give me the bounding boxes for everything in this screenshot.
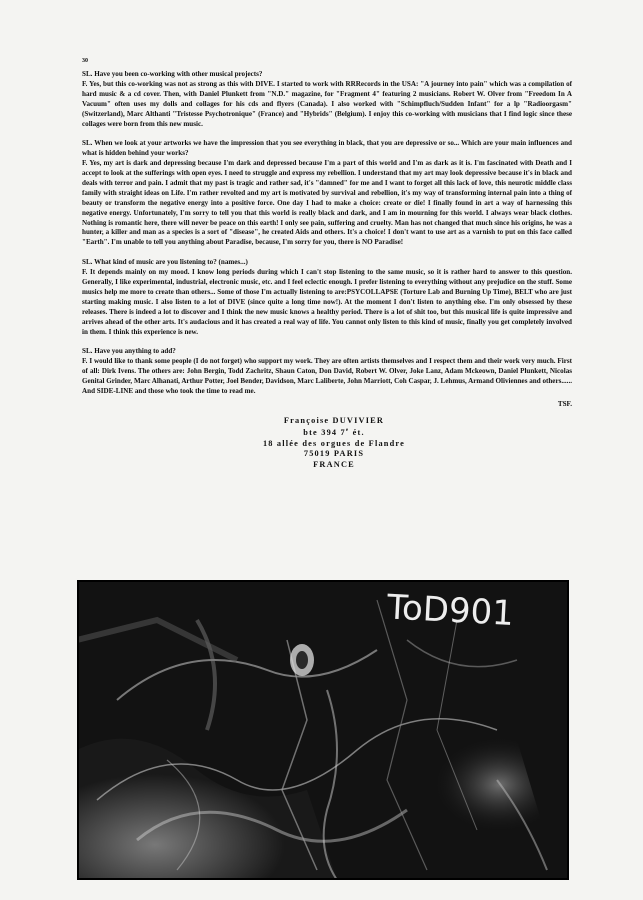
address-line-1-sup: e — [345, 428, 350, 434]
answer: F. It depends mainly on my mood. I know long periods during which I can't stop listening to the same music, so it is rather hard to answer to this question. Generally, I like experimental, industrial, electronic music, etc. and I feel eclectic enough. I prefer listening to everything without any prejudice on the stuff. Some musics help me more to create than others... Some of those I'm actually listening to are:PSYCOLLAPSE (Torture Lab and Burning Up Time), BELT who are just starting making music. I also listen to a lot of DIVE (since quite a long time now!). At the moment I don't listen to anything else. I'm only obsessed by these releases. There is indeed a lot to discover and I think the new music knows a healthy period. There is a lot of shit too, but this musical life is quite impressive and arrives ahead of the other arts. It's audacious and it has created a real way of life. You cannot only listen to this kind of music, finally you get completely involved in them. I think this experience is new. — [82, 268, 572, 336]
qa-block — [82, 70, 572, 129]
address-line-1-text: bte 394 7 — [303, 428, 346, 438]
answer: F. Yes, but this co-working was not as strong as this with DIVE. I started to work with RRRecords in the USA: "A journey into pain" which was a compilation of hard music & a cd cover. Then, with Daniel Plunkett from "N.D." magazine, for "Fragment 4" featuring 2 musicians. Robert W. Olver from "Freedom In A Vacuum" often uses my dolls and collages for his cds and flyers (Canada). I also worked with "Schimpfluch/Sudden Infant" for a lp "Radioorgasm" (Switzerland), Marc Althanti "Tristesse Psychotronique" (France) and "Hybrids" (Belgium). I enjoy this co-working with musicians that I find logic since these collages were born from this new music. — [82, 79, 572, 128]
address-line-1-suffix: ét. — [352, 428, 365, 438]
address-line-3: 75019 PARIS — [303, 449, 365, 459]
answer: F. Yes, my art is dark and depressing because I'm dark and depressed because I'm a part of this world and I'm as dark as it is. I'm fascinated with Death and I accept to look at the sufferings with open eyes. I need to struggle and express my rebellion. I understand that my art may look depressive because it's in black and deals with terror and pain. I admit that my past is tragic and rather sad, it's "damned" for me and I want to forget all this lack of love, this neurotic middle class family with straight ideas on Life. I'm rather revolted and my art is motivated by survival and rebellion, it's my way of transforming internal pain into a thing of beauty or transform the negative energy into a positive force. One day I had to make a choice: create or die! I finally found in art a way of harnessing this negative energy. Unfortunately, I'm sorry to tell you that this world is really black and dark, and I am in mourning for this world. I always wear black clothes. Nothing is romantic here, there will never be peace on this earth! I only see pain, suffering and cruelty. Man has not changed that much since his origins, he was a hunter, a killer and man as a species is a sort of "disease", he created Aids and others. It's a choice! I don't want to use art as a varnish to put on this face called "Earth". I'm unable to tell you anything about Paradise, because, I'm sorry for you, there is NO Paradise! — [82, 159, 572, 247]
artwork-scrawl: ToD901 — [385, 587, 515, 634]
signature: TSF. — [557, 399, 572, 408]
address-line-1 — [96, 426, 572, 438]
artwork-drawing — [77, 580, 569, 880]
address-line-4: FRANCE — [313, 459, 355, 469]
answer: F. I would like to thank some people (I do not forget) who support my work. They are often artists themselves and I respect them and their work very much. First of all: Dirk Ivens. The others are: John Bergin, Todd Zachritz, Shaun Caton, Don David, Robert W. Olver, Joke Lanz, Adam Mckeown, Daniel Plunkett, Nicolas Genital Grinder, Marc Alhanati, Arthur Potter, Joel Bender, Davidson, Marc Laliberte, John Marriott, Coh Caspar, J. Lehmus, Armand Oliviennes and others...... And SIDE-LINE and those who took the time to read me. — [82, 357, 572, 395]
address-line-2: 18 allée des orgues de Flandre — [262, 438, 406, 448]
contact-address — [82, 416, 572, 470]
question: SL. When we look at your artworks we have the impression that you see everything in black, that you are depressive or so... Which are your main influences and what is hidden behind your works? — [82, 139, 572, 158]
question: SL. Have you been co-working with other musical projects? — [82, 70, 263, 78]
address-name: Françoise DUVIVIER — [283, 415, 385, 425]
question: SL. Have you anything to add? — [82, 347, 176, 356]
question: SL. What kind of music are you listening to? (names...) — [82, 258, 248, 267]
page-number: 30 — [82, 58, 88, 64]
qa-block — [82, 347, 572, 397]
artwork-image — [77, 580, 569, 880]
interview-text — [82, 70, 572, 470]
qa-block — [82, 139, 572, 248]
qa-block — [82, 258, 572, 337]
